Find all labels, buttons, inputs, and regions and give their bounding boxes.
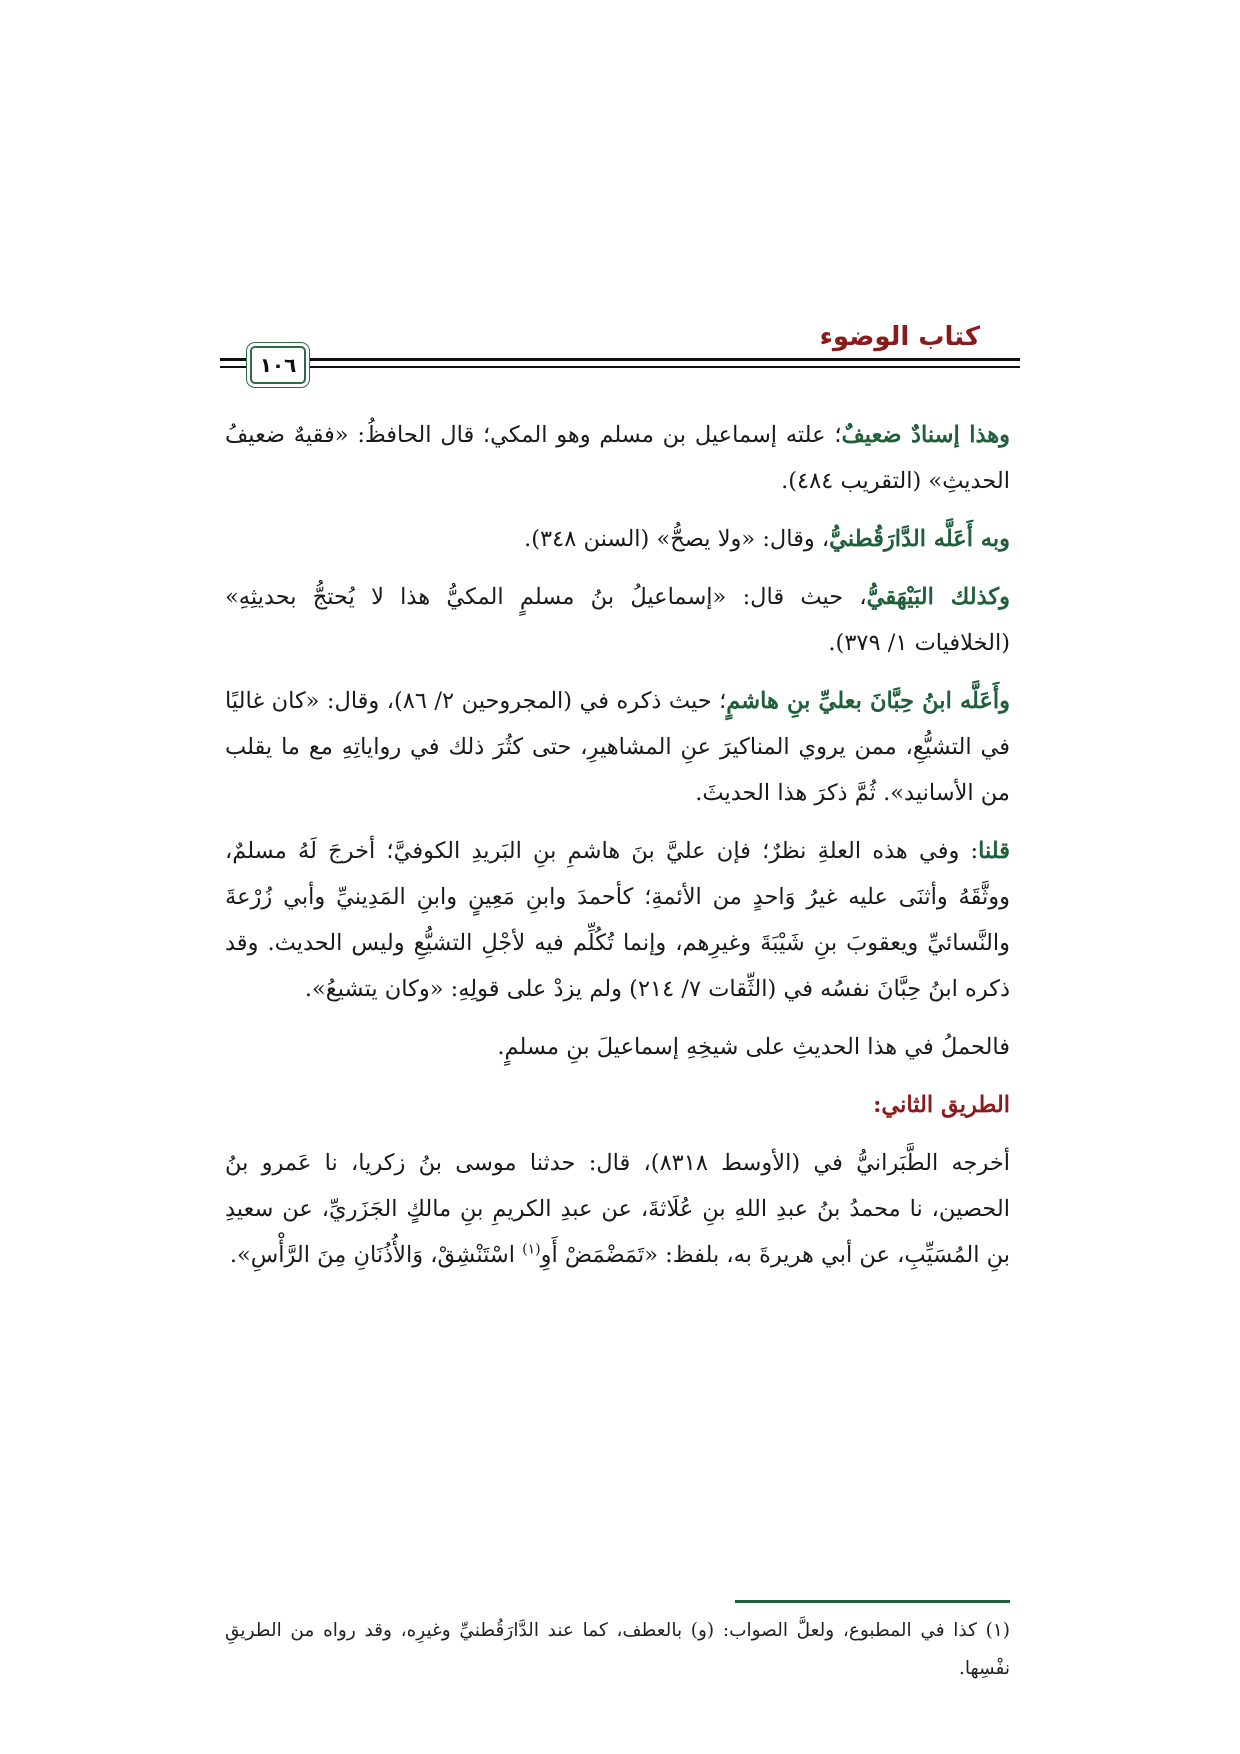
paragraph-5 — [225, 828, 1010, 1012]
paragraph-7 — [225, 1140, 1010, 1278]
paragraph-4 — [225, 678, 1010, 816]
paragraph-text: ، وقال: «ولا يصحُّ» (السنن ٣٤٨). — [524, 526, 830, 552]
paragraph-lead: وبه أَعَلَّه الدَّارَقُطنيُّ — [829, 526, 1010, 552]
paragraph-text: ؛ علته إسماعيل بن مسلم وهو المكي؛ قال الحافظُ: «فقيهٌ ضعيفُ الحديثِ» (التقريب ٤٨٤). — [225, 422, 1010, 494]
section-heading: الطريق الثاني: — [873, 1092, 1010, 1118]
footnote-divider — [735, 1600, 1010, 1603]
book-title: كتاب الوضوء — [819, 322, 980, 352]
header-rule-thin — [220, 366, 1020, 368]
paragraph-2 — [225, 516, 1010, 562]
paragraph-6 — [225, 1024, 1010, 1070]
paragraph-1 — [225, 412, 1010, 504]
paragraph-text: أخرجه الطَّبَرانيُّ في (الأوسط ٨٣١٨)، قال: حدثنا موسى بنُ زكريا، نا عَمرو بنُ الحصين، نا محمدُ بنُ عبدِ اللهِ بنِ عُلَاثةَ، عن عبدِ الكريمِ بنِ مالكٍ الجَزَريِّ، عن سعيدِ بنِ المُسَيِّبِ، عن أبي هريرةَ به، بلفظ: «تَمَضْمَضْ أَوِ — [225, 1150, 1011, 1268]
footnote-reference[interactable]: (١) — [522, 1241, 541, 1258]
paragraph-3 — [225, 574, 1010, 666]
header-rule-thick — [220, 358, 1020, 361]
paragraph-lead: قلنا — [978, 838, 1010, 864]
main-text — [225, 412, 1010, 1290]
page-header — [220, 310, 1020, 385]
paragraph-text: ؛ حيث ذكره في (المجروحين ٢/ ٨٦)، وقال: «كان غاليًا في التشيُّعِ، ممن يروي المناكيرَ عنِ المشاهيرِ، حتى كثُرَ ذلك في رواياتِهِ مع ما يقلب من الأسانيد». ثُمَّ ذكرَ هذا الحديثَ. — [225, 688, 1010, 806]
page-number: ١٠٦ — [250, 346, 306, 384]
paragraph-lead: وهذا إسنادٌ ضعيفٌ — [841, 422, 1010, 448]
paragraph-lead: وأَعَلَّه ابنُ حِبَّانَ بعليِّ بنِ هاشمٍ — [726, 688, 1011, 714]
paragraph-text: ، حيث قال: «إسماعيلُ بنُ مسلمٍ المكيُّ هذا لا يُحتجُّ بحديثِهِ» (الخلافيات ١/ ٣٧٩). — [225, 584, 1010, 656]
footnote: (١) كذا في المطبوع، ولعلَّ الصواب: (و) بالعطف، كما عند الدَّارَقُطنيِّ وغيرِه، وقد رواه من الطريقِ نفْسِها. — [225, 1620, 1010, 1679]
paragraph-lead: وكذلك البَيْهَقيُّ — [866, 584, 1011, 610]
paragraph-text: فالحملُ في هذا الحديثِ على شيخِهِ إسماعيلَ بنِ مسلمٍ. — [497, 1034, 1010, 1060]
paragraph-text: : وفي هذه العلةِ نظرٌ؛ فإن عليَّ بنَ هاشمِ بنِ البَريدِ الكوفيَّ؛ أخرجَ لَهُ مسلمٌ، ووثَّقَهُ وأثنَى عليه غيرُ وَاحدٍ من الأئمةِ؛ كأحمدَ وابنِ مَعِينٍ وابنِ المَدِينيِّ وأبي زُرْعةَ والنَّسائيِّ ويعقوبَ بنِ شَيْبَةَ وغيرِهم، وإنما تُكُلِّم فيه لأجْلِ التشيُّعِ وليس الحديث. وقد ذكره ابنُ حِبَّانَ نفسُه في (الثِّقات ٧/ ٢١٤) ولم يزدْ على قولِهِ: «وكان يتشيعُ». — [225, 838, 1010, 1002]
paragraph-text: اسْتَنْشِقْ، وَالأُذُنَانِ مِنَ الرَّأْسِ». — [229, 1242, 523, 1268]
